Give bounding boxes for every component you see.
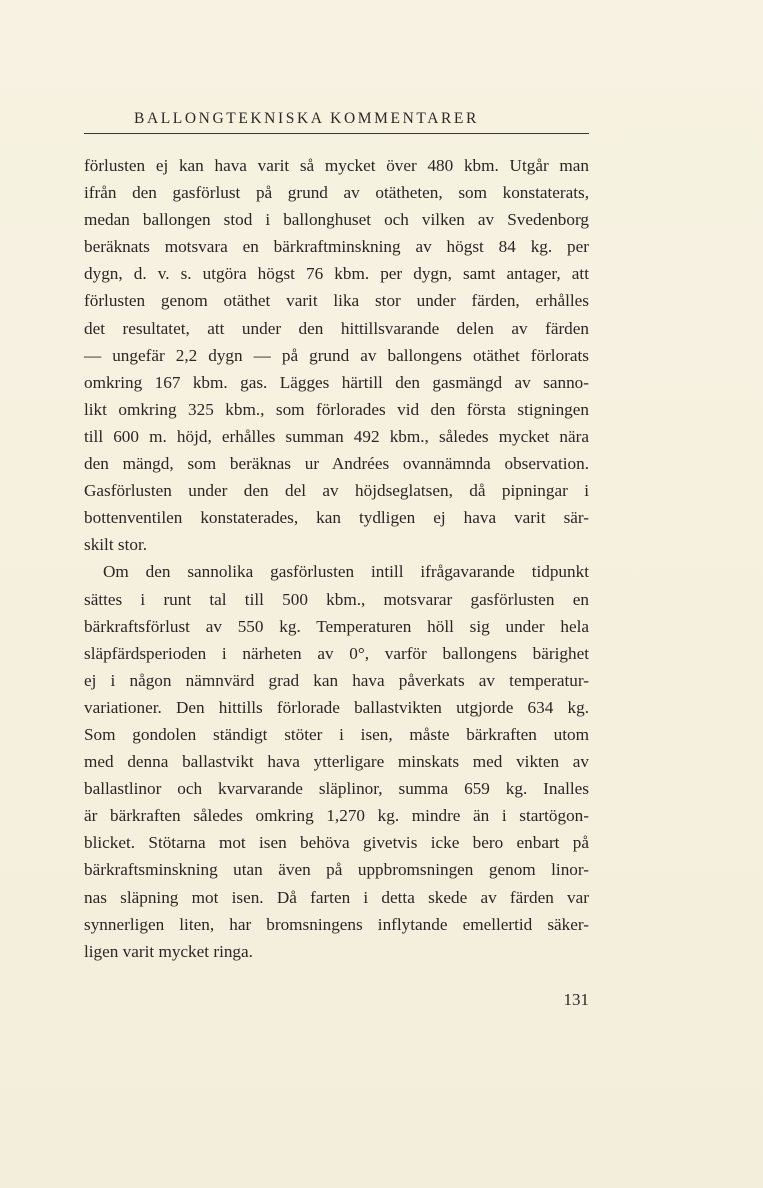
text-line: likt omkring 325 kbm., som förlorades vid den första stigningen (84, 399, 589, 419)
text-line: — ungefär 2,2 dygn — på grund av ballongens otäthet förlorats (84, 345, 589, 365)
text-line: det resultatet, att under den hittillsvarande delen av färden (84, 318, 589, 338)
text-line: variationer. Den hittills förlorade ballastvikten utgjorde 634 kg. (84, 697, 589, 717)
text-line: släpfärdsperioden i närheten av 0°, varför ballongens bärighet (84, 643, 589, 663)
text-line: ej i någon nämnvärd grad kan hava påverkats av temperatur- (84, 670, 589, 690)
text-line: sättes i runt tal till 500 kbm., motsvarar gasförlusten en (84, 589, 589, 609)
text-line: bottenventilen konstaterades, kan tydligen ej hava varit sär- (84, 508, 589, 528)
text-line: beräknats motsvara en bärkraftminskning av högst 84 kg. per (84, 237, 589, 257)
text-line: omkring 167 kbm. gas. Lägges härtill den gasmängd av sanno- (84, 372, 589, 392)
text-line: ballastlinor och kvarvarande släplinor, summa 659 kg. Inalles (84, 779, 589, 799)
text-line: förlusten genom otäthet varit lika stor under färden, erhålles (84, 291, 589, 311)
text-line: förlusten ej kan hava varit så mycket över 480 kbm. Utgår man (84, 156, 589, 175)
text-line: nas släpning mot isen. Då farten i detta skede av färden var (84, 887, 589, 907)
text-line: Som gondolen ständigt stöter i isen, måste bärkraften utom (84, 724, 589, 744)
text-line: synnerligen liten, har bromsningens inflytande emellertid säker- (84, 914, 589, 934)
running-head: BALLONGTEKNISKA KOMMENTARER (134, 110, 479, 127)
header-rule (84, 133, 589, 134)
text-line: Gasförlusten under den del av höjdseglatsen, då pipningar i (84, 481, 589, 501)
text-line: Om den sannolika gasförlusten intill ifrågavarande tidpunkt (103, 562, 589, 582)
text-line: med denna ballastvikt hava ytterligare minskats med vikten av (84, 752, 589, 772)
text-line: är bärkraften således omkring 1,270 kg. mindre än i startögon- (84, 806, 589, 826)
body-text (84, 152, 589, 965)
text-line: till 600 m. höjd, erhålles summan 492 kbm., således mycket nära (84, 426, 589, 446)
page-number: 131 (563, 990, 589, 1009)
text-line: den mängd, som beräknas ur Andrées ovannämnda observation. (84, 454, 589, 474)
text-line: bärkraftsminskning utan även på uppbromsningen genom linor- (84, 860, 589, 880)
text-line: blicket. Stötarna mot isen behöva givetvis icke bero enbart på (84, 833, 589, 853)
text-line: ifrån den gasförlust på grund av otätheten, som konstaterats, (84, 183, 589, 203)
text-line: ligen varit mycket ringa. (84, 941, 253, 961)
text-line: medan ballongen stod i ballonghuset och vilken av Svedenborg (84, 210, 589, 230)
text-line: bärkraftsförlust av 550 kg. Temperaturen höll sig under hela (84, 616, 589, 636)
text-line: dygn, d. v. s. utgöra högst 76 kbm. per dygn, samt antager, att (84, 264, 589, 284)
text-line: skilt stor. (84, 535, 148, 555)
